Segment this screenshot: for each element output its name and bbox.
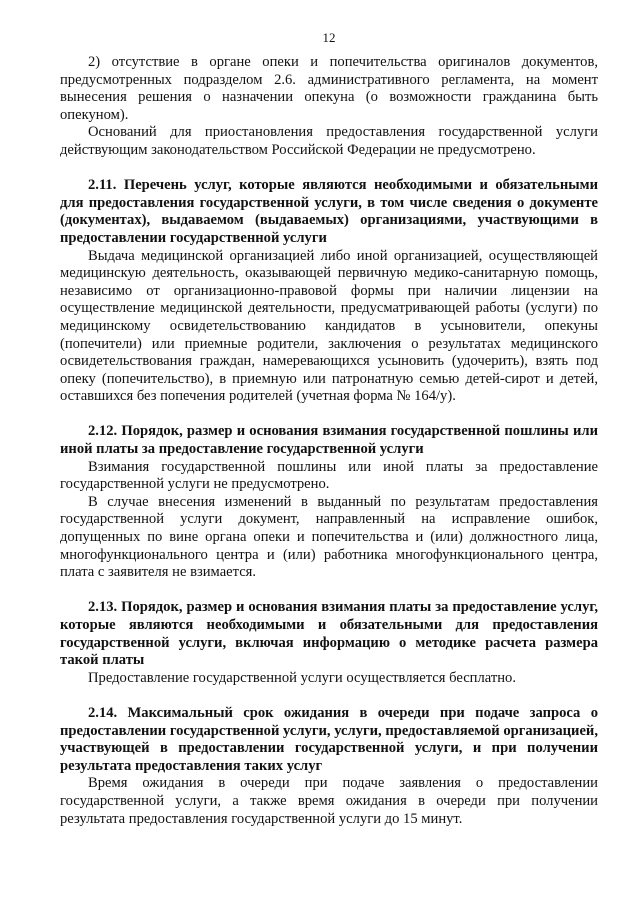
section-paragraph: Время ожидания в очереди при подаче заявления о предоставлении государственной услуги, а также время ожидания в очереди при получении результата предоставления государственной услуги до 15 минут.	[60, 775, 598, 827]
section-paragraph: В случае внесения изменений в выданный по результатам предоставления государственной услуги документ, направленный на исправление ошибок, допущенных по вине органа опеки и попечительства и (или) должностного лица, многофункционального центра и (или) работника многофункционального центра, плата с заявителя не взимается.	[60, 493, 598, 581]
section-paragraph: Выдача медицинской организацией либо иной организацией, осуществляющей медицинскую деятельность, оказывающей первичную медико-санитарную помощь, независимо от организационно-правовой формы при наличии лицензии на осуществление медицинской деятельности, предусматривающей работы (услуги) по медицинскому освидетельствованию кандидатов в усыновители, опекуны (попечители) или приемные родители, заключения о результатах медицинского освидетельствования граждан, намеревающихся усыновить (удочерить), взять под опеку (попечительство), в приемную или патронатную семью детей-сирот и детей, оставшихся без попечения родителей (учетная форма № 164/у).	[60, 247, 598, 405]
spacer	[60, 582, 598, 600]
page-number: 12	[322, 30, 336, 45]
section-2-11	[60, 177, 598, 406]
section-heading: 2.12. Порядок, размер и основания взимания государственной пошлины или иной платы за предоставление государственной услуги	[60, 423, 598, 458]
section-paragraph: Взимания государственной пошлины или иной платы за предоставление государственной услуги не предусмотрено.	[60, 458, 598, 493]
spacer	[60, 406, 598, 424]
section-2-12	[60, 423, 598, 581]
section-heading: 2.11. Перечень услуг, которые являются необходимыми и обязательными для предоставления государственной услуги, в том числе сведения о документе (документах), выдаваемом (выдаваемых) организациями, участвующими в предоставлении государственной услуги	[60, 177, 598, 246]
section-heading: 2.13. Порядок, размер и основания взимания платы за предоставление услуг, которые являются необходимыми и обязательными для предоставления государственной услуги, включая информацию о методике расчета размера такой платы	[60, 599, 598, 669]
spacer	[60, 687, 598, 705]
section-2-13	[60, 599, 598, 687]
intro-item-2: 2) отсутствие в органе опеки и попечительства оригиналов документов, предусмотренных подразделом 2.6. административного регламента, на момент вынесения решения о назначении опекуна (о возможности гражданина быть опекуном).	[60, 54, 598, 123]
section-paragraph: Предоставление государственной услуги осуществляется бесплатно.	[88, 669, 516, 686]
section-2-14	[60, 705, 598, 828]
spacer	[60, 160, 598, 178]
section-heading: 2.14. Максимальный срок ожидания в очереди при подаче запроса о предоставлении государственной услуги, услуги, предоставляемой организацией, участвующей в предоставлении государственной услуги, и при получении результата предоставления таких услуг	[60, 704, 598, 774]
intro-no-grounds: Оснований для приостановления предоставления государственной услуги действующим законодательством Российской Федерации не предусмотрено.	[60, 124, 598, 158]
